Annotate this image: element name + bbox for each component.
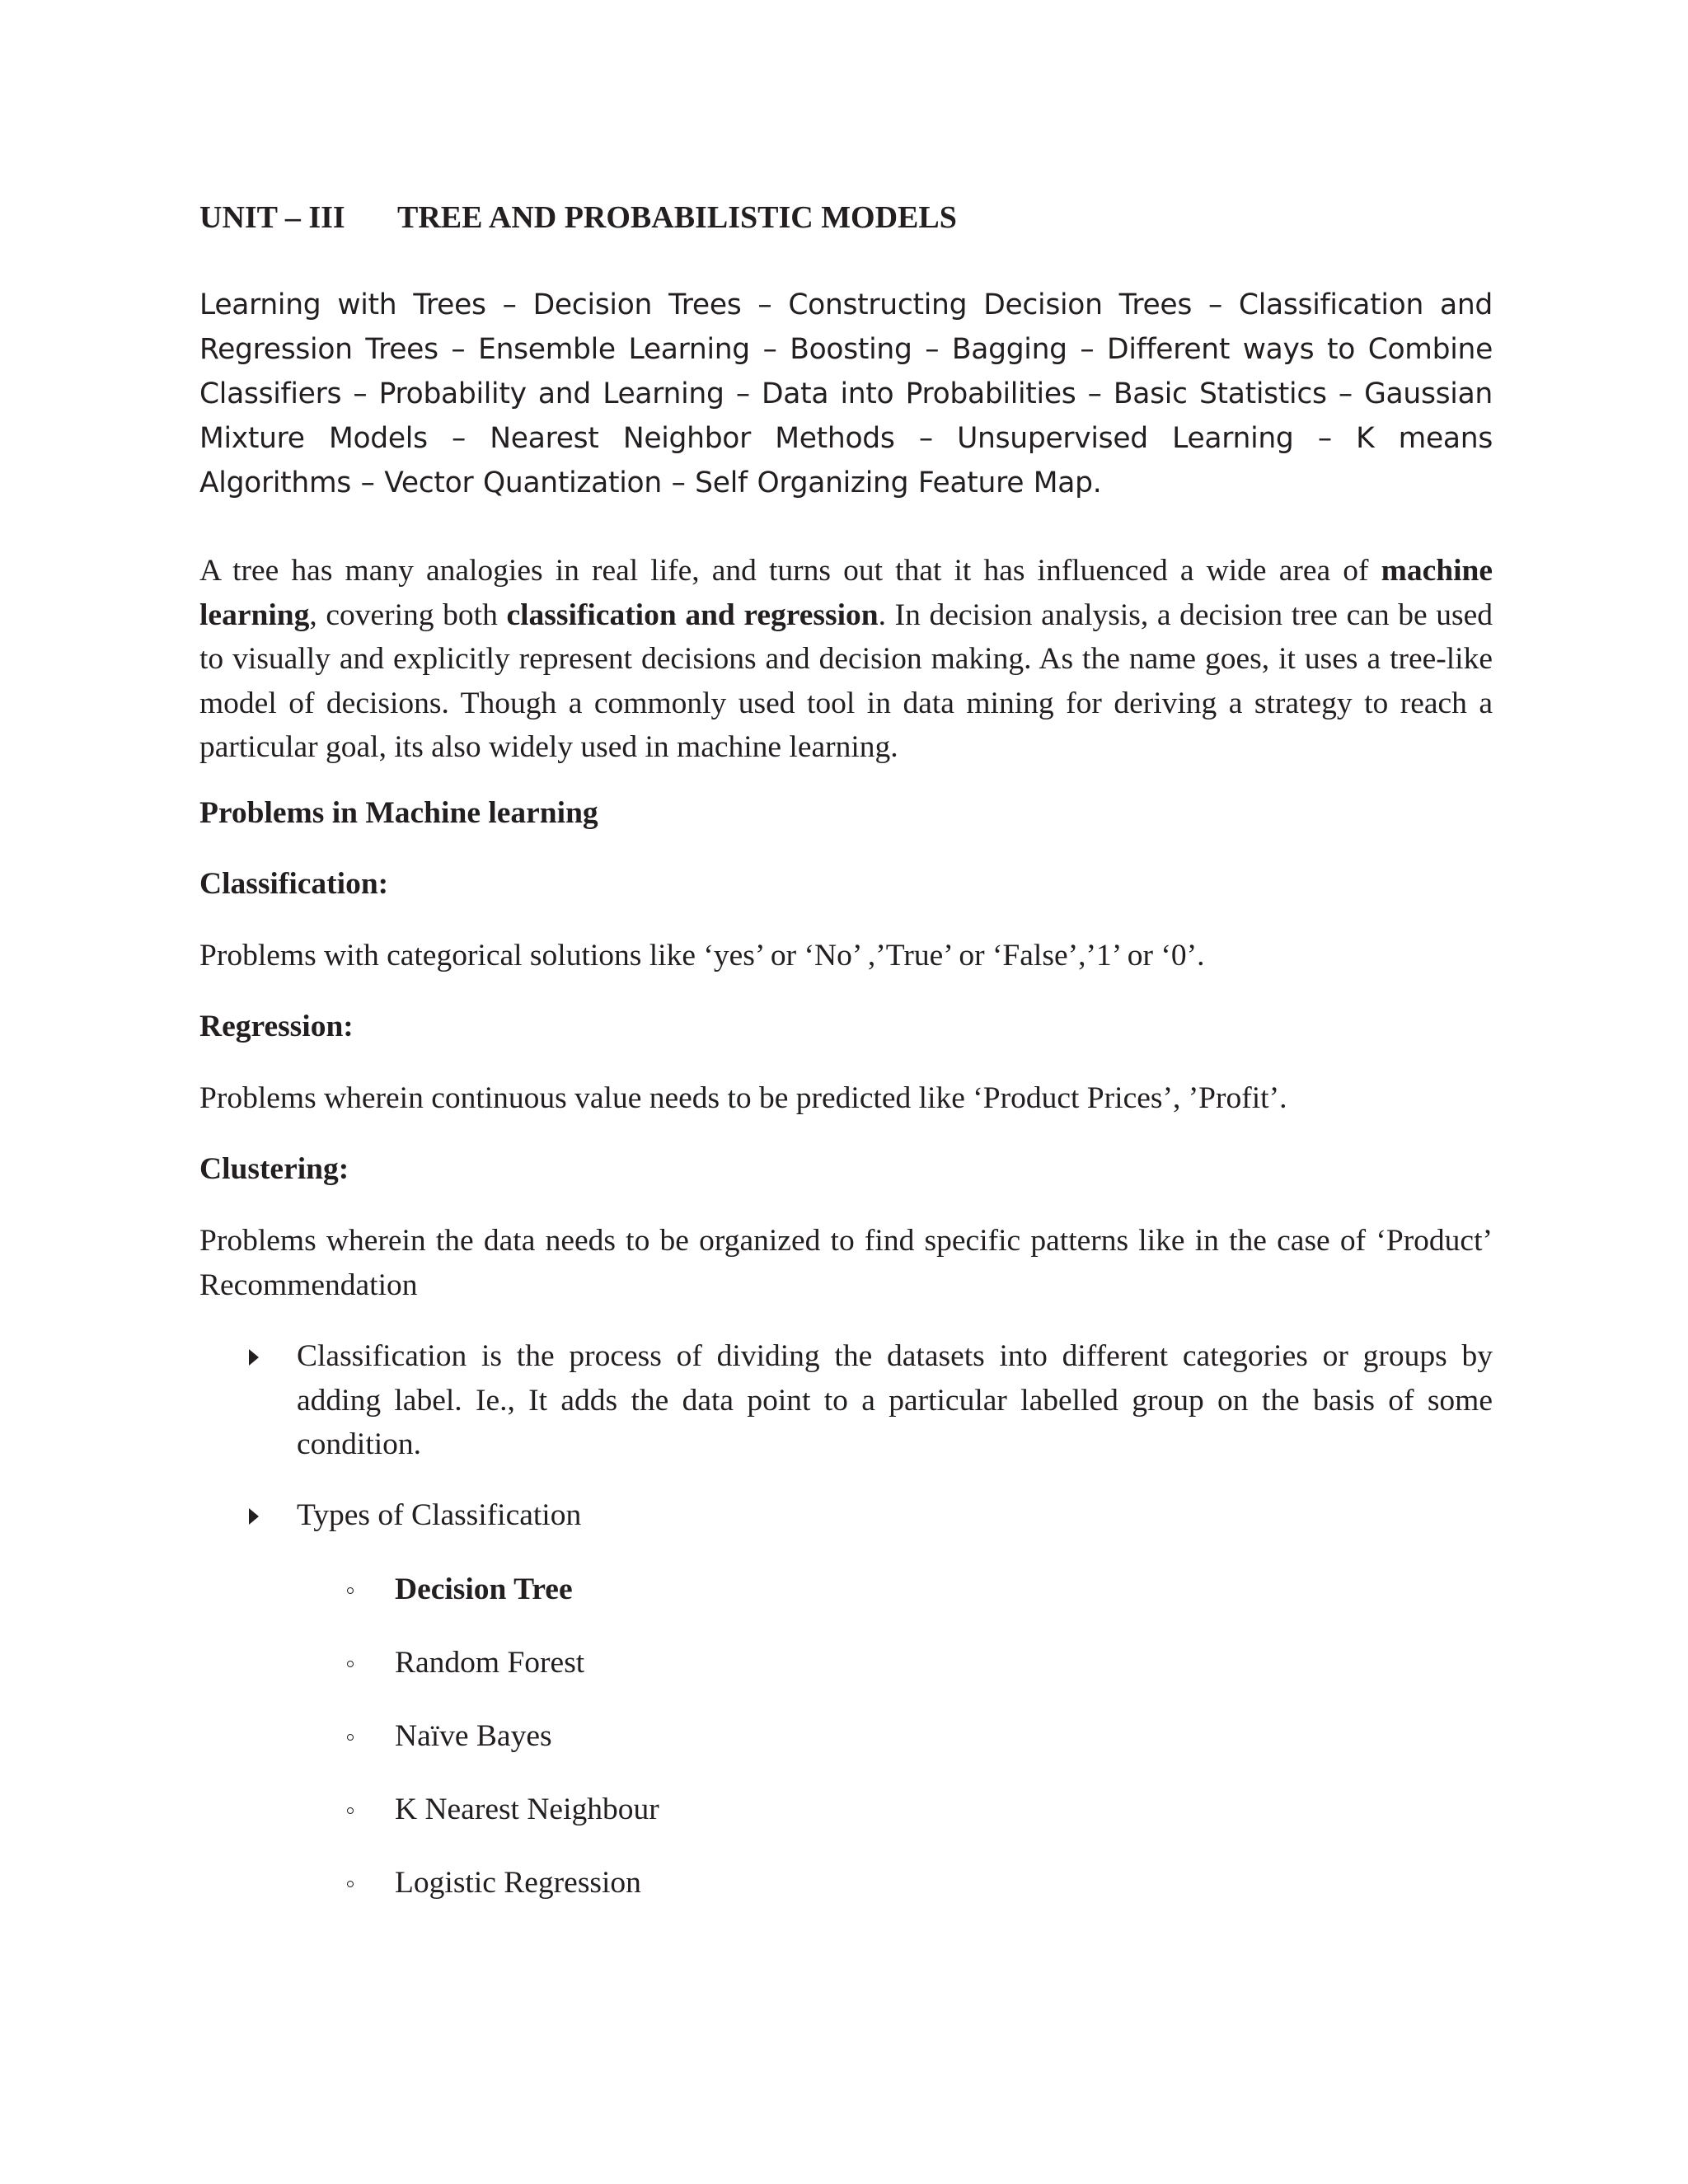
unit-title: TREE AND PROBABILISTIC MODELS: [397, 200, 957, 235]
triangle-bullet-icon: [249, 1349, 259, 1366]
regression-heading: Regression:: [199, 1010, 354, 1043]
sub-list-text: K Nearest Neighbour: [395, 1793, 659, 1826]
intro-bold-1: machine learning: [199, 554, 1493, 632]
clustering-text: Problems wherein the data needs to be organized to find specific patterns like in the case of ‘Product’ Recommendation: [199, 1224, 1493, 1302]
clustering-heading: Clustering:: [199, 1152, 349, 1186]
unit-heading: [199, 194, 957, 241]
bullet-text: Types of Classification: [297, 1498, 582, 1532]
problems-heading: Problems in Machine learning: [199, 796, 598, 830]
sub-list-text: Naïve Bayes: [395, 1719, 552, 1753]
bullet-text: Classification is the process of dividing the datasets into different categories or groups by adding label. Ie., It adds the data point to a particular labelled group on the basis of some condition.: [297, 1339, 1493, 1461]
unit-number: UNIT – III: [199, 200, 345, 235]
syllabus-paragraph: Learning with Trees – Decision Trees – Constructing Decision Trees – Classification and Regression Trees – Ensemble Learning – Boosting – Bagging – Different ways to Combine Classifiers – Probability and Learning – Data into Probabilities – Basic Statistics – Gaussian Mixture Models – Nearest Neighbor Methods – Unsupervised Learning – K means Algorithms – Vector Quantization – Self Organizing Feature Map.: [199, 288, 1493, 499]
circle-bullet-icon: [347, 1734, 354, 1741]
intro-text-3: . In decision analysis, a decision tree can be used to visually and explicitly represent decisions and decision making. As the name goes, it uses a tree-like model of decisions. Though a commonly used tool in data mining for deriving a strategy to reach a particular goal, its also widely used in machine learning.: [199, 598, 1493, 764]
intro-text-1: A tree has many analogies in real life, and turns out that it has influenced a wide area of: [199, 554, 1381, 588]
sub-list-text: Random Forest: [395, 1646, 585, 1680]
intro-text-2: , covering both: [309, 598, 507, 632]
sub-list-text: Logistic Regression: [395, 1866, 641, 1900]
intro-paragraph: [199, 549, 1493, 770]
regression-text: Problems wherein continuous value needs to be predicted like ‘Product Prices’, ’Profit’.: [199, 1081, 1287, 1115]
intro-bold-2: classification and regression: [506, 598, 879, 632]
classification-text: Problems with categorical solutions like ‘yes’ or ‘No’ ,’True’ or ‘False’,’1’ or ‘0’.: [199, 939, 1205, 972]
circle-bullet-icon: [347, 1661, 354, 1667]
circle-bullet-icon: [347, 1807, 354, 1814]
classification-heading: Classification:: [199, 867, 389, 901]
circle-bullet-icon: [347, 1587, 354, 1594]
triangle-bullet-icon: [249, 1508, 259, 1525]
sub-list-text: Decision Tree: [395, 1572, 573, 1606]
circle-bullet-icon: [347, 1881, 354, 1887]
